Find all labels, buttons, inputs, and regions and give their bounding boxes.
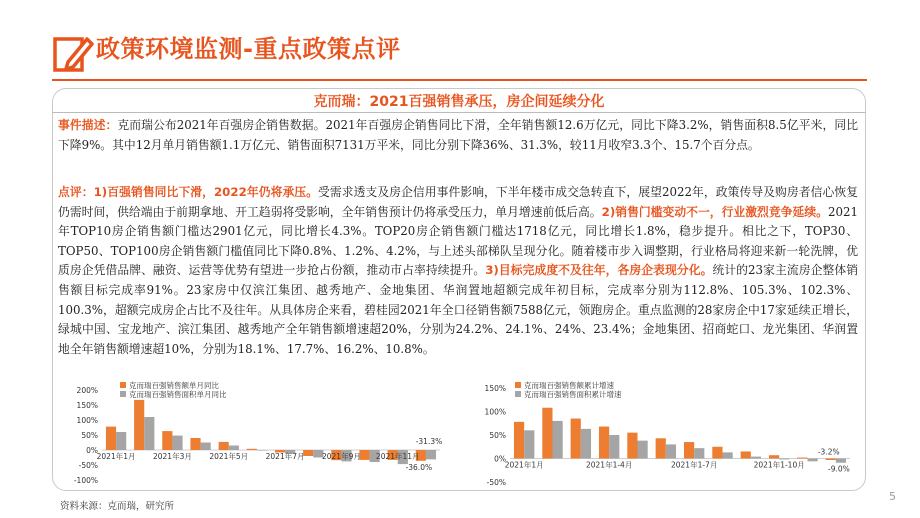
bar [172,436,182,450]
comment-text-3: 统计的23家主流房企整体销售额目标完成率91%。23家房中仅滨江集团、越秀地产、金地集团、华润置地超额完成年初目标，完成率分别为112.8%、105.3%、102.3%、100.3%，超额完成房企占比不及往年。从具体房企来看，碧桂园2021年全口径销售额7588亿元，领跑房企。重点监测的28家房企中17家延续正增长，绿城中国、宝龙地产、滨江集团、越秀地产全年销售额增速超20%，分别为24.2%、24.1%、24%、23.4%；金地集团、招商蛇口、龙光集团、华润置地全年销售额增速超10%，分别为18.1%、17.7%、16.2%、10.8%。 [58,263,858,356]
cumulative-growth-chart [470,380,855,488]
bar [542,408,552,459]
y-tick-label: 200% [76,386,98,395]
y-tick-label: 150% [76,401,98,410]
x-tick-label: 2021年1-4月 [585,460,633,470]
subtitle-divider [52,112,866,113]
legend-swatch [515,382,521,388]
y-tick-label: 0% [86,446,98,455]
bar [826,459,836,461]
event-paragraph [58,116,858,155]
data-label: -9.0% [828,464,850,474]
monthly-yoy-chart [60,380,445,488]
bar [219,442,229,450]
bar [712,447,722,459]
bar [723,452,733,458]
bar [257,450,267,451]
bar [656,438,666,458]
y-tick-label: 100% [484,407,506,417]
y-tick-label: 150% [484,384,506,393]
bar [553,421,563,459]
x-tick-label: 2021年1月 [504,460,544,470]
bar [134,400,144,450]
comment-text-2: 2021年TOP10房企销售额门槛达2901亿元，同比增长4.3%。TOP20房企销售额门槛达1718亿元，同比增长1.8%，稳步提升。相比之下，TOP30、TOP50、TOP100房企销售额门槛值同比下降0.8%、1.2%、4.2%，与上述头部梯队呈现分化。随着楼市步入调整期，行业格局将迎来新一轮洗牌，优质房企凭借品牌、融资、运营等优势有望进一步抢占份额，推动市占率持续提升。 [58,204,858,278]
bar [524,430,534,458]
bar [808,459,818,462]
y-tick-label: -50% [486,478,506,487]
panel-subtitle: 克而瑞：2021百强销售承压，房企间延续分化 [313,94,605,110]
x-tick-label: 2021年3月 [152,452,192,461]
bar [684,442,694,458]
bar [599,427,609,459]
bar [201,443,211,451]
bar [666,444,676,458]
bar [426,450,436,459]
legend-swatch [120,382,126,388]
comment-text-1: 受需求透支及房企信用事件影响，下半年楼市成交急转直下，展望2022年，政策传导及购房者信心恢复仍需时间，供给端由于前期拿地、开工趋弱将受影响，全年销售预计仍将承受压力，单月增速前低后高。 [58,185,858,219]
x-tick-label: 2021年1-7月 [670,460,718,470]
y-tick-label: 50% [81,431,98,440]
event-text: 克而瑞公布2021年百强房企销售数据。2021年百强房企销售同比下滑，全年销售额12.6万亿元，同比下降3.2%，销售面积8.5亿平米，同比下降9%。其中12月单月销售额1.1万亿元、销售面积7131万平米，同比分别下降36%、31.3%，较11月收窄3.3个、15.7个百分点。 [58,118,858,152]
bar [514,422,524,459]
data-label: -36.0% [405,462,433,472]
x-tick-label: 2021年9月 [321,452,361,461]
bar [751,457,761,459]
comment-highlight-1: 1)百强销售同比下滑，2022年仍将承压。 [93,185,319,199]
legend-swatch [120,391,126,397]
bar [836,459,846,463]
legend-label: 克而瑞百强销售面积累计增速 [524,390,622,399]
comment-highlight-3: 3)目标完成度不及往年，各房企表现分化。 [485,263,713,278]
comment-label: 点评： [58,185,94,199]
bar [162,431,172,450]
bar [769,455,779,458]
bar [359,450,369,460]
comment-paragraph [58,183,858,359]
title-divider [52,79,867,81]
bar [638,441,648,459]
legend-label: 克而瑞百强销售额单月同比 [129,381,219,390]
bar [144,417,154,450]
bar [609,435,619,459]
bar [116,432,126,450]
bar [247,449,257,450]
comment-highlight-2: 2)销售门槛变动不一，行业激烈竞争延续。 [601,204,828,219]
bar [581,429,591,459]
legend-swatch [515,391,521,397]
x-tick-label: 2021年11月 [375,452,420,461]
bar [797,458,807,459]
x-tick-label: 2021年7月 [265,452,305,461]
legend-label: 克而瑞百强销售额累计增速 [524,381,614,390]
bar [571,419,581,459]
y-tick-label: -100% [73,476,98,485]
x-tick-label: 2021年1-10月 [753,460,805,470]
bar [190,438,200,450]
x-tick-label: 2021年5月 [209,452,249,461]
legend-label: 克而瑞百强销售面积单月同比 [129,390,227,399]
bar [627,433,637,459]
y-tick-label: -50% [78,461,98,470]
y-tick-label: 50% [489,431,506,440]
bar [106,427,116,450]
bar [694,448,704,458]
event-label: 事件描述： [58,118,118,132]
pencil-note-icon [52,34,94,76]
bar [303,450,313,456]
data-label: -3.2% [817,447,840,457]
source-note: 资料来源：克而瑞，研究所 [60,501,175,512]
bar [741,451,751,458]
page-title: 政策环境监测-重点政策点评 [96,35,401,63]
bar [779,459,789,460]
data-label: -31.3% [415,437,443,446]
y-tick-label: 100% [76,416,98,425]
x-tick-label: 2021年1月 [96,452,136,461]
bar [229,446,239,451]
y-tick-label: 0% [494,454,506,464]
page-number: 5 [889,490,896,503]
